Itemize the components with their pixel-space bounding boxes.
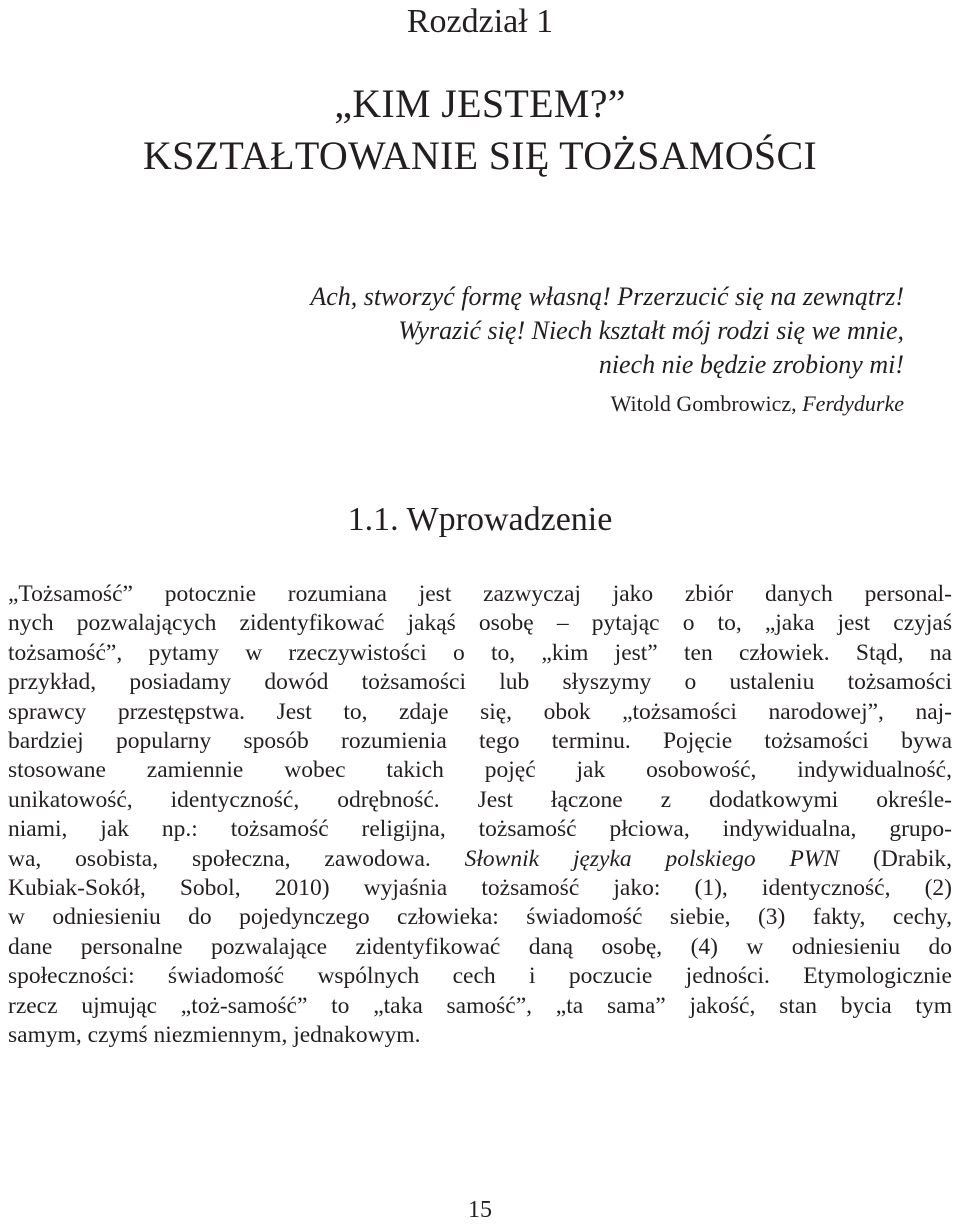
motto-line: niech nie będzie zrobiony mi!	[598, 350, 904, 379]
chapter-title-line-1: „KIM JESTEM?”	[334, 81, 626, 126]
paragraph-fragment: (Drabik,	[839, 845, 952, 872]
paragraph-line: Kubiak-Sokół, Sobol, 2010) wyjaśnia tożsamość jako: (1), identyczność, (2)	[8, 875, 952, 902]
paragraph-line	[8, 845, 952, 874]
paragraph-line: stosowane zamiennie wobec takich pojęć jak osobowość, indywidualność,	[8, 757, 952, 784]
paragraph-line: sprawcy przestępstwa. Jest to, zdaje się, obok „tożsamości narodowej”, naj-	[8, 698, 952, 725]
paragraph-line: unikatowość, identyczność, odrębność. Jest łączone z dodatkowymi określe-	[8, 786, 952, 813]
paragraph-line: nych pozwalających zidentyfikować jakąś osobę – pytając o to, „jaka jest czyjaś	[8, 610, 952, 637]
chapter-label: Rozdział 1	[406, 3, 554, 40]
paragraph-line: bardziej popularny sposób rozumienia tego terminu. Pojęcie tożsamości bywa	[8, 728, 952, 755]
paragraph-line: społeczności: świadomość wspólnych cech i poczucie jedności. Etymologicznie	[8, 963, 952, 990]
dictionary-title: Słownik języka polskiego PWN	[464, 845, 840, 872]
motto-author: Witold Gombrowicz,	[610, 391, 803, 416]
paragraph-fragment: wa, osobista, społeczna, zawodowa.	[8, 845, 465, 872]
page-number: 15	[468, 1197, 492, 1223]
motto-quote	[310, 280, 904, 382]
motto-work: Ferdydurke	[802, 391, 904, 416]
chapter-title	[0, 78, 960, 182]
paragraph-line: tożsamość”, pytamy w rzeczywistości o to, „kim jest” ten człowiek. Stąd, na	[8, 639, 952, 666]
paragraph-line: przykład, posiadamy dowód tożsamości lub słyszymy o ustaleniu tożsamości	[8, 669, 952, 696]
section-heading: 1.1. Wprowadzenie	[347, 501, 613, 538]
paragraph-line: niami, jak np.: tożsamość religijna, tożsamość płciowa, indywidualna, grupo-	[8, 816, 952, 843]
motto-line: Wyrazić się! Niech kształt mój rodzi się we mnie,	[398, 316, 904, 345]
paragraph-line: samym, czymś niezmiennym, jednakowym.	[8, 1022, 421, 1049]
motto-attribution	[611, 390, 904, 418]
chapter-title-line-2: KSZTAŁTOWANIE SIĘ TOŻSAMOŚCI	[142, 133, 818, 178]
paragraph-line: rzecz ujmując „toż-samość” to „taka samość”, „ta sama” jakość, stan bycia tym	[8, 992, 952, 1019]
paragraph-line: w odniesieniu do pojedynczego człowieka: świadomość siebie, (3) fakty, cechy,	[8, 904, 952, 931]
motto-line: Ach, stworzyć formę własną! Przerzucić się na zewnątrz!	[310, 282, 904, 311]
body-paragraph	[8, 580, 952, 1051]
paragraph-line: „Tożsamość” potocznie rozumiana jest zazwyczaj jako zbiór danych personal-	[8, 581, 952, 607]
paragraph-line: dane personalne pozwalające zidentyfikować daną osobę, (4) w odniesieniu do	[8, 933, 952, 960]
